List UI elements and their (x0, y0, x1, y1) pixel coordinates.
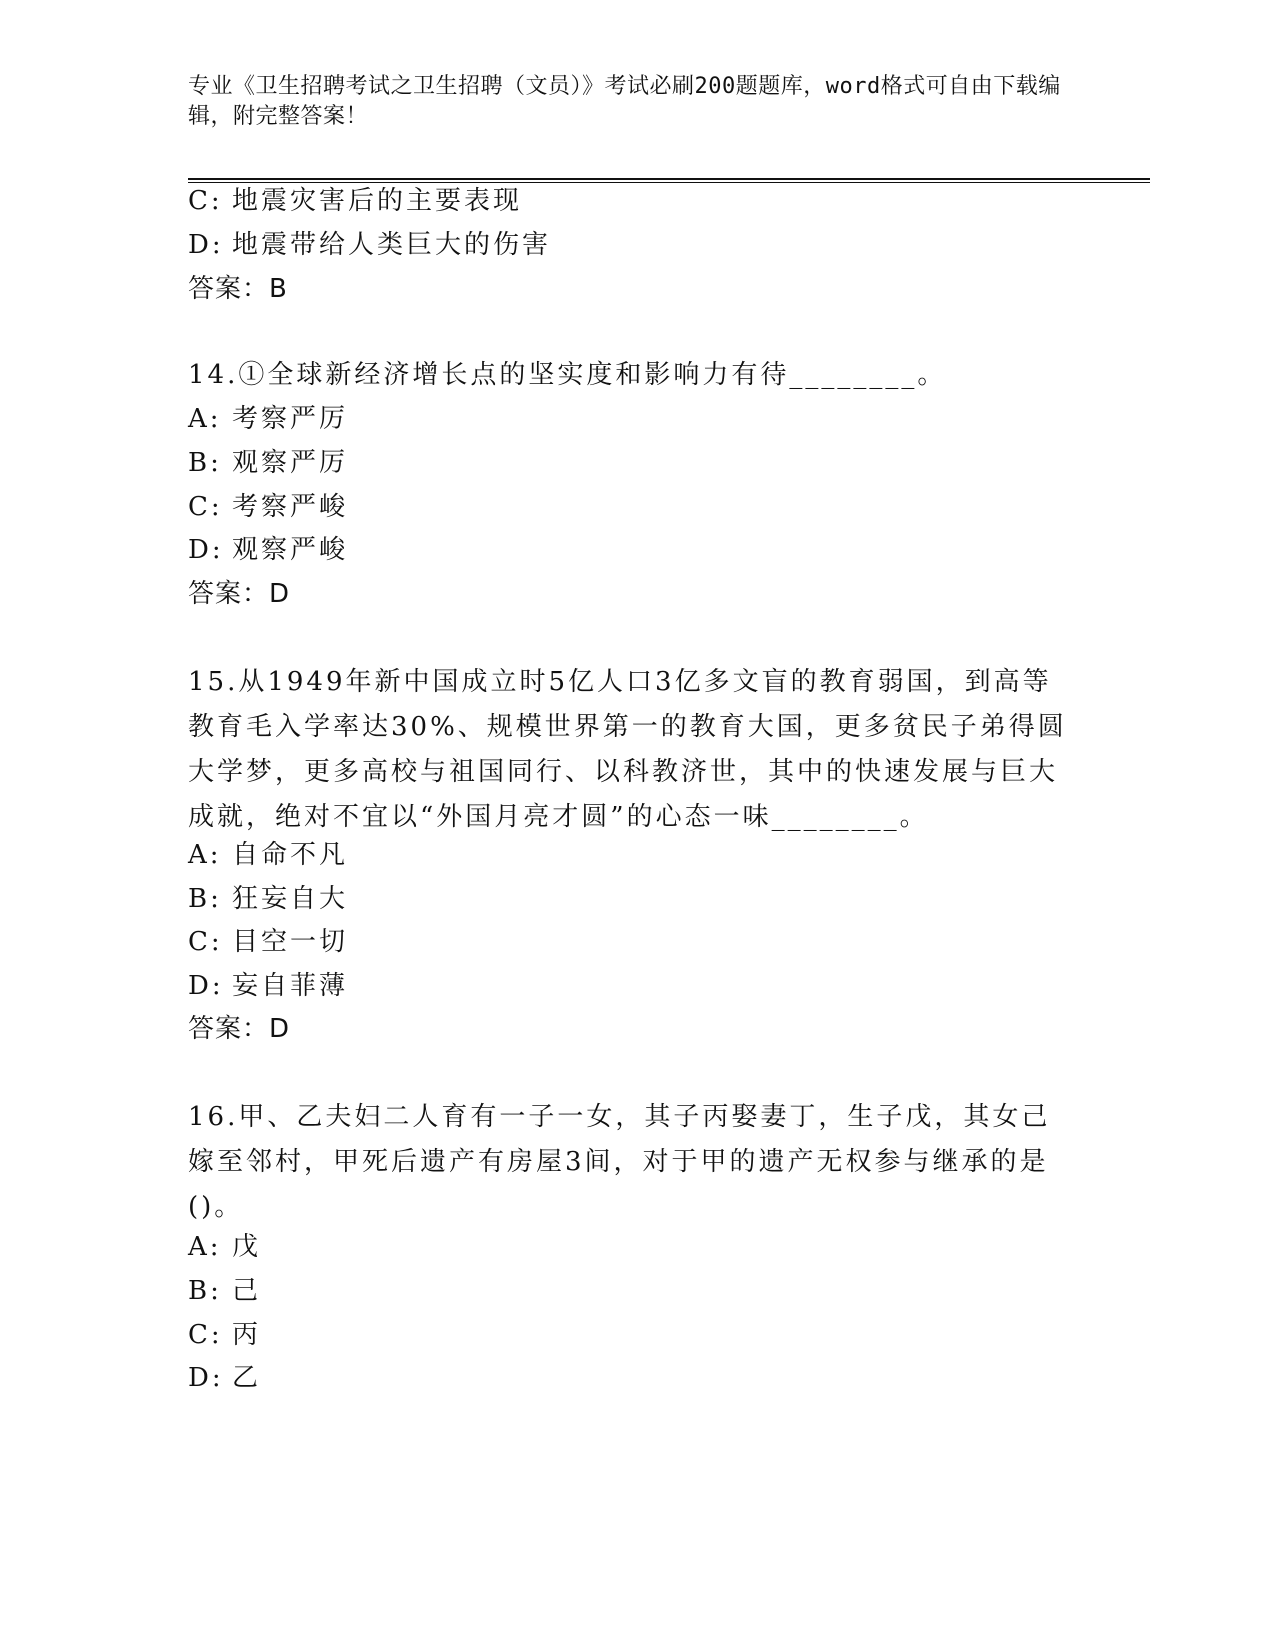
q13-option-c: C: 地震灾害后的主要表现 (188, 186, 523, 216)
q14-option-c: C: 考察严峻 (188, 492, 349, 522)
q15-option-a: A: 自命不凡 (188, 840, 349, 870)
q14-option-b: B: 观察严厉 (188, 448, 349, 478)
q15-option-c: C: 目空一切 (188, 927, 349, 957)
q14-stem: 14.①全球新经济增长点的坚实度和影响力有待________。 (188, 360, 947, 390)
q15-answer: 答案：D (188, 1014, 291, 1044)
q13-answer: 答案：B (188, 274, 288, 304)
q15-stem: 15.从1949年新中国成立时5亿人口3亿多文盲的教育弱国，到高等教育毛入学率达30%、规模世界第一的教育大国，更多贫民子弟得圆大学梦，更多高校与祖国同行、以科教济世，其中的快速发展与巨大成就，绝对不宜以“外国月亮才圆”的心态一味________。 (188, 667, 1067, 832)
q16-option-b: B: 己 (188, 1276, 262, 1306)
q14-option-d: D: 观察严峻 (188, 535, 349, 565)
q15-option-b: B: 狂妄自大 (188, 884, 349, 914)
q16-option-a: A: 戊 (188, 1232, 262, 1262)
q14-answer: 答案：D (188, 579, 291, 609)
header-divider (188, 178, 1150, 183)
q13-option-d: D: 地震带给人类巨大的伤害 (188, 230, 552, 260)
q14-option-a: A: 考察严厉 (188, 404, 349, 434)
q16-option-c: C: 丙 (188, 1320, 262, 1350)
q16-option-d: D: 乙 (188, 1363, 262, 1393)
q16-stem: 16.甲、乙夫妇二人育有一子一女，其子丙娶妻丁，生子戊，其女己嫁至邻村，甲死后遗产有房屋3间，对于甲的遗产无权参与继承的是()。 (188, 1102, 1051, 1222)
q15-option-d: D: 妄自菲薄 (188, 971, 349, 1001)
page-header: 专业《卫生招聘考试之卫生招聘（文员）》考试必刷200题题库，word格式可自由下载编辑，附完整答案！ (188, 74, 1061, 129)
